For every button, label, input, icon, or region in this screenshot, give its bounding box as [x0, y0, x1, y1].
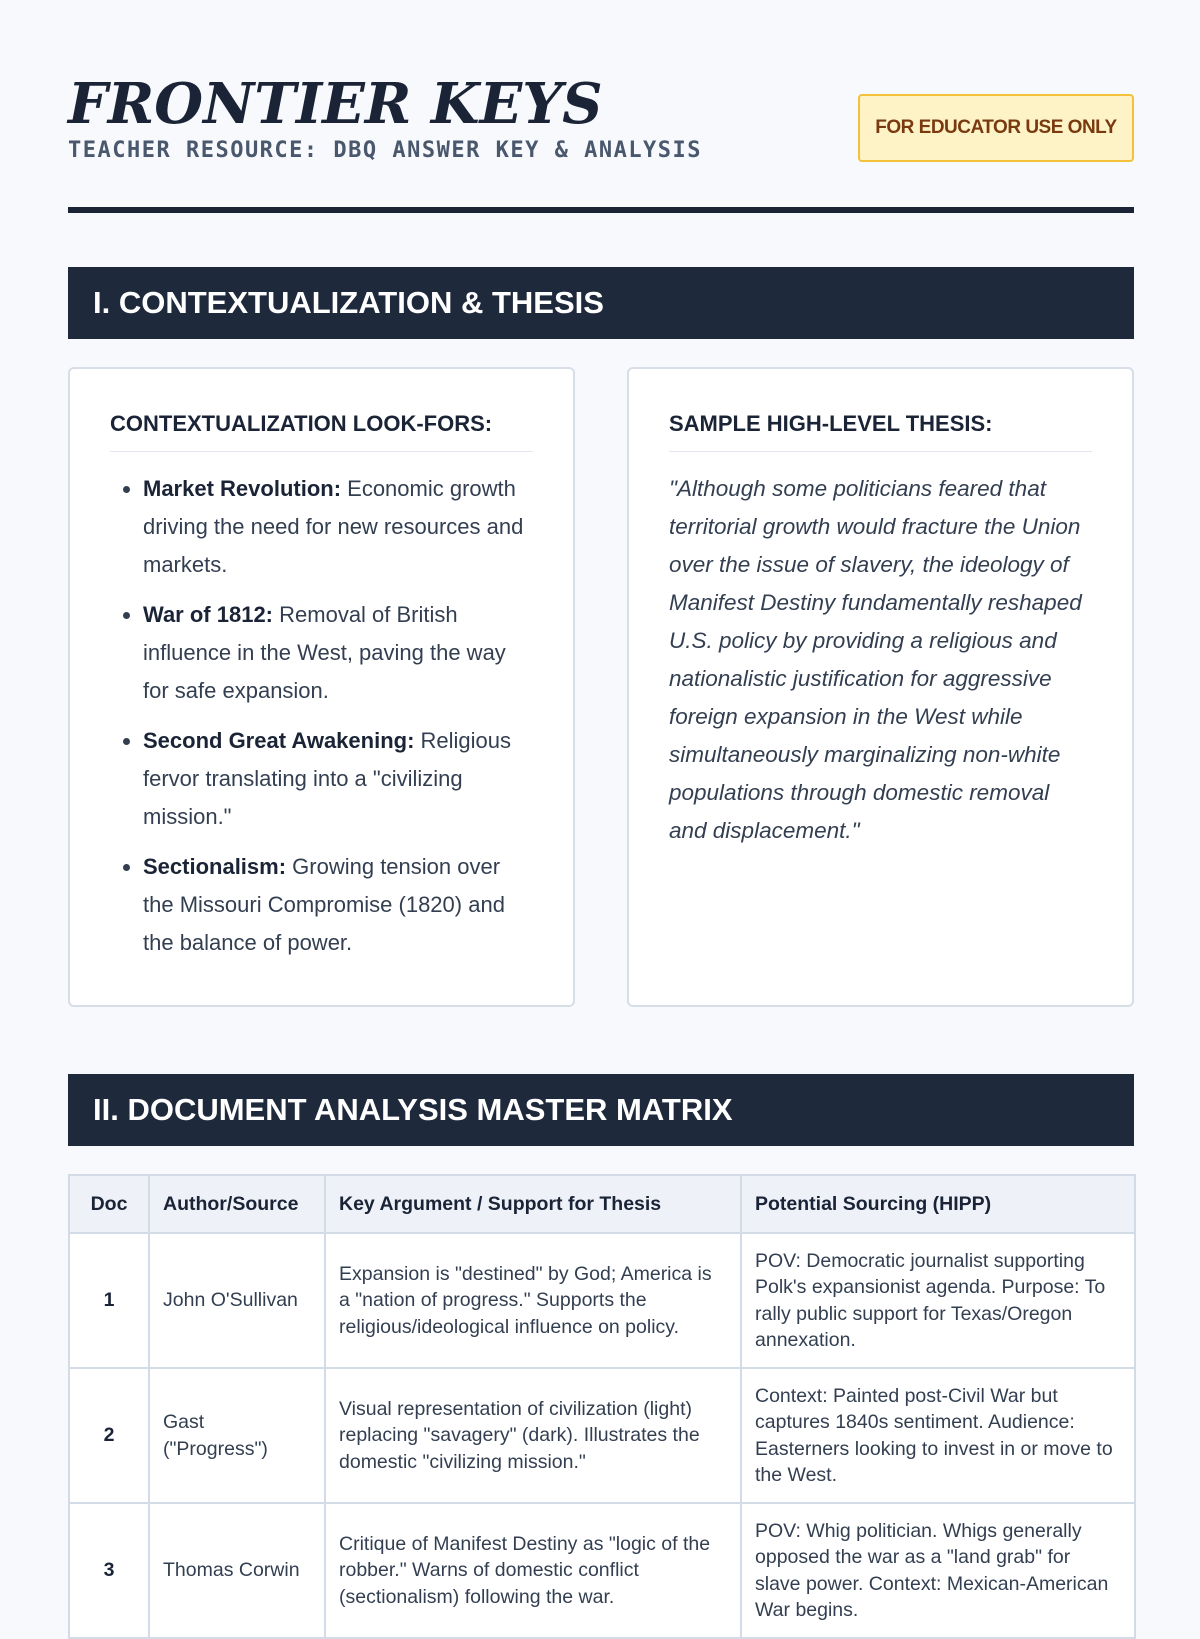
lookfor-term: Sectionalism:	[143, 854, 287, 879]
list-item	[143, 722, 533, 836]
doc-number: 3	[69, 1503, 149, 1638]
lookfor-text: Economic growth driving the need for new resources and markets.	[143, 476, 524, 577]
column-header-sourcing: Potential Sourcing (HIPP)	[741, 1175, 1135, 1233]
section-heading-document-matrix: II. DOCUMENT ANALYSIS MASTER MATRIX	[68, 1074, 1134, 1146]
lookfor-term: War of 1812:	[143, 602, 274, 627]
list-item	[143, 848, 533, 962]
lookfor-text: Removal of British influence in the West, paving the way for safe expansion.	[143, 602, 506, 703]
lookfor-text: Religious fervor translating into a "civilizing mission."	[143, 728, 512, 829]
sample-thesis-text: "Although some politicians feared that territorial growth would fracture the Union over the issue of slavery, the ideology of Manifest Destiny fundamentally reshaped U.S. policy by providing a religious and nationalistic justification for aggressive foreign expansion in the West while simultaneously marginalizing non-white populations through domestic removal and displacement."	[669, 476, 1082, 843]
column-header-author: Author/Source	[149, 1175, 325, 1233]
sourcing-cell: Context: Painted post-Civil War but captures 1840s sentiment. Audience: Easterners looking to invest in or move to the West.	[741, 1368, 1135, 1503]
list-item	[143, 596, 533, 710]
table-header-row	[69, 1175, 1135, 1233]
lookfor-term: Market Revolution:	[143, 476, 342, 501]
argument-cell: Visual representation of civilization (light) replacing "savagery" (dark). Illustrates the domestic "civilizing mission."	[325, 1368, 741, 1503]
column-header-doc: Doc	[69, 1175, 149, 1233]
list-item	[143, 470, 533, 584]
educator-only-badge: FOR EDUCATOR USE ONLY	[858, 94, 1134, 162]
page-subtitle: TEACHER RESOURCE: DBQ ANSWER KEY & ANALYSIS	[68, 138, 703, 163]
sourcing-cell: POV: Whig politician. Whigs generally opposed the war as a "land grab" for slave power. Context: Mexican-American War begins.	[741, 1503, 1135, 1638]
header-divider	[68, 207, 1134, 213]
lookfors-title: CONTEXTUALIZATION LOOK-FORS:	[110, 409, 533, 452]
author-cell: Thomas Corwin	[149, 1503, 325, 1638]
argument-cell: Expansion is "destined" by God; America is a "nation of progress." Supports the religious/ideological influence on policy.	[325, 1233, 741, 1368]
table-row	[69, 1503, 1135, 1638]
lookfors-card	[68, 367, 575, 1007]
author-cell: John O'Sullivan	[149, 1233, 325, 1368]
document-analysis-table	[68, 1174, 1136, 1639]
table-row	[69, 1368, 1135, 1503]
thesis-title: SAMPLE HIGH-LEVEL THESIS:	[669, 409, 1092, 452]
lookfor-text: Growing tension over the Missouri Compromise (1820) and the balance of power.	[143, 854, 505, 955]
doc-number: 1	[69, 1233, 149, 1368]
doc-number: 2	[69, 1368, 149, 1503]
argument-cell: Critique of Manifest Destiny as "logic of the robber." Warns of domestic conflict (sectionalism) following the war.	[325, 1503, 741, 1638]
brand-title: FRONTIER KEYS	[68, 71, 603, 137]
header	[68, 72, 1134, 212]
table-row	[69, 1233, 1135, 1368]
lookfors-list	[110, 470, 533, 962]
section-heading-contextualization: I. CONTEXTUALIZATION & THESIS	[68, 267, 1134, 339]
column-header-argument: Key Argument / Support for Thesis	[325, 1175, 741, 1233]
sourcing-cell: POV: Democratic journalist supporting Polk's expansionist agenda. Purpose: To rally public support for Texas/Oregon annexation.	[741, 1233, 1135, 1368]
author-cell: Gast ("Progress")	[149, 1368, 325, 1503]
thesis-card	[627, 367, 1134, 1007]
lookfor-term: Second Great Awakening:	[143, 728, 415, 753]
